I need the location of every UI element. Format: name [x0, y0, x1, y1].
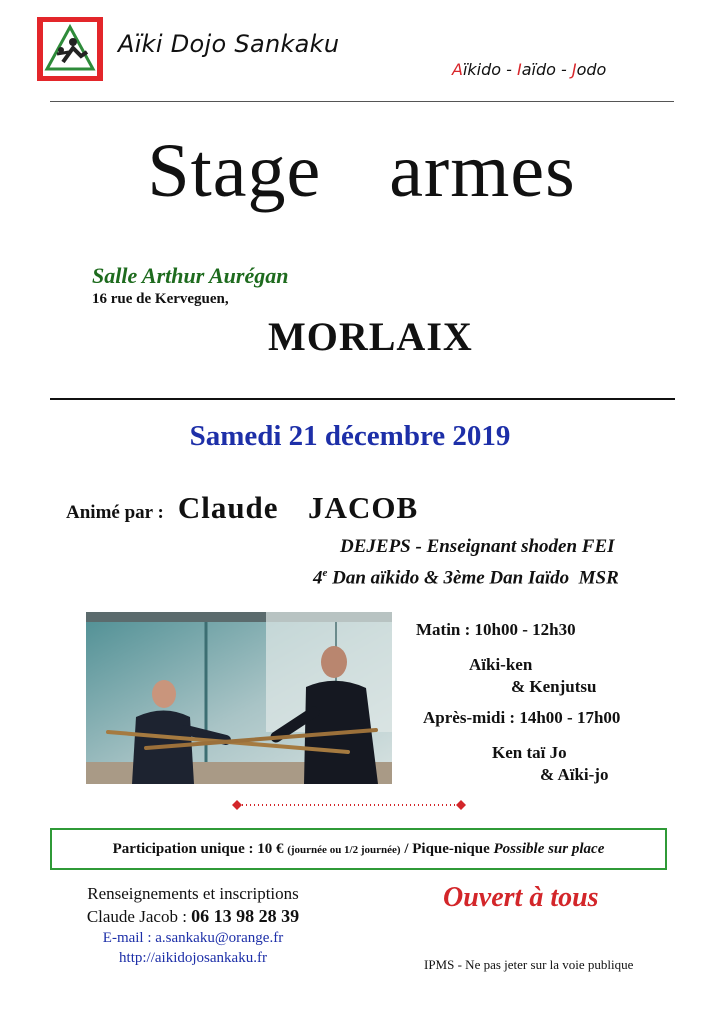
instructor-label: Animé par :: [66, 502, 164, 523]
picnic-label: / Pique-nique: [404, 841, 490, 857]
practice-photo: [86, 612, 392, 784]
participation-note: (journée ou 1/2 journée): [287, 844, 401, 856]
schedule-afternoon-item: Ken taï Jo: [492, 743, 567, 762]
disciplines: [452, 60, 606, 79]
venue-street: 16 rue de Kerveguen,: [92, 291, 229, 307]
schedule-afternoon: Après-midi : 14h00 - 17h00: [423, 708, 621, 727]
diamond-icon: [456, 800, 466, 810]
dan-number: 4: [313, 567, 323, 589]
instructor-name: Claude JACOB: [177, 490, 419, 525]
discipline-initial: I: [517, 60, 522, 79]
instructor-credentials-2: [313, 567, 619, 589]
participation-label: Participation unique : 10 €: [112, 841, 284, 857]
instructor-credentials-1: DEJEPS - Enseignant shoden FEI: [340, 536, 615, 557]
contact-phone: 06 13 98 28 39: [191, 906, 300, 926]
header-divider: [50, 101, 674, 102]
contact-block: [68, 883, 318, 968]
dan-superscript: e: [322, 567, 328, 579]
contact-website[interactable]: http://aikidojosankaku.fr: [119, 950, 267, 966]
discipline-initial: A: [452, 60, 463, 79]
picnic-note: Possible sur place: [493, 841, 605, 857]
participation-text: [52, 841, 665, 858]
discipline-rest: ïkido: [462, 60, 502, 79]
discipline-rest: odo: [576, 60, 607, 79]
discipline-separator: -: [501, 60, 518, 79]
footer-note: IPMS - Ne pas jeter sur la voie publique: [424, 957, 634, 972]
contact-email[interactable]: E-mail : a.sankaku@orange.fr: [102, 930, 284, 946]
venue-name: Salle Arthur Aurégan: [92, 263, 289, 288]
discipline-initial: J: [571, 60, 577, 79]
discipline-separator: -: [555, 60, 572, 79]
contact-name: Claude Jacob :: [86, 907, 187, 926]
schedule-morning-item: & Kenjutsu: [511, 677, 597, 696]
instructor-line: [66, 490, 418, 526]
contact-heading: Renseignements et inscriptions: [87, 884, 299, 903]
dojo-logo-icon: [37, 17, 103, 81]
schedule-morning-item: Aïki-ken: [469, 655, 533, 674]
event-date: Samedi 21 décembre 2019: [189, 420, 511, 452]
club-name: Aïki Dojo Sankaku: [118, 30, 340, 58]
section-divider: [50, 398, 675, 400]
page-title: Stage armes: [147, 129, 576, 213]
venue-city: MORLAIX: [268, 314, 473, 359]
schedule-afternoon-item: & Aïki-jo: [540, 765, 609, 784]
schedule-morning: Matin : 10h00 - 12h30: [416, 620, 576, 639]
dotted-separator: [232, 800, 466, 810]
open-to-all: Ouvert à tous: [443, 882, 599, 913]
contact-phone-line: [68, 905, 318, 928]
diamond-icon: [232, 800, 242, 810]
participation-box: [50, 828, 667, 870]
dan-details: Dan aïkido & 3ème Dan Iaïdo MSR: [327, 567, 619, 589]
discipline-rest: aïdo: [521, 60, 556, 79]
